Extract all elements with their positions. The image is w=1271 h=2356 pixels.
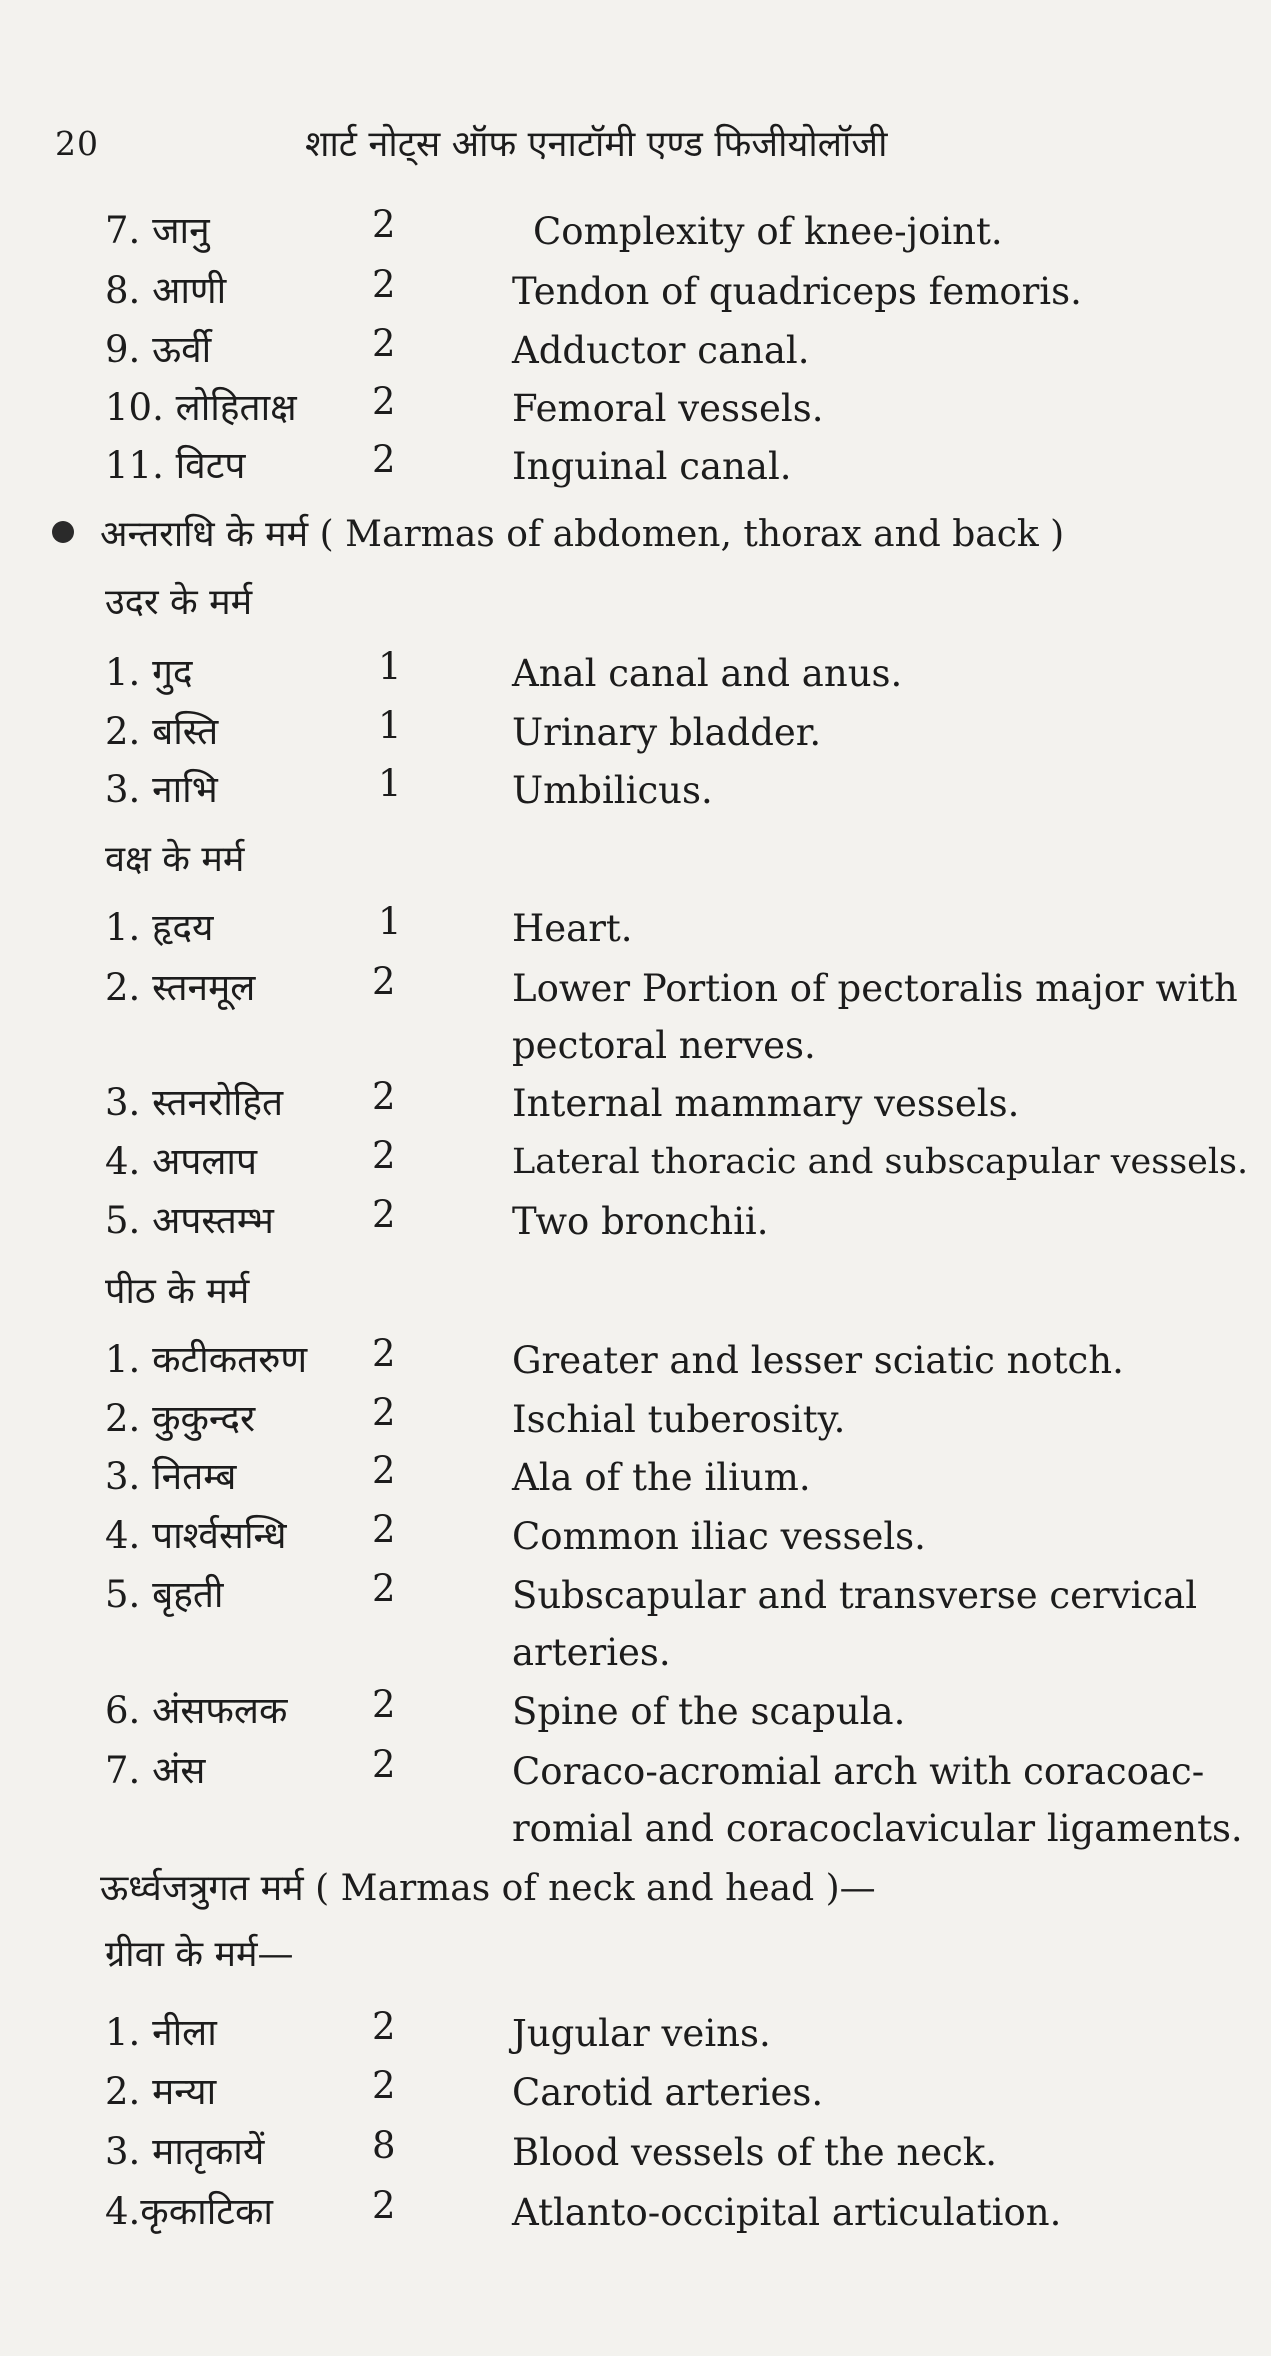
marma-description: Anal canal and anus. bbox=[512, 652, 903, 695]
marma-name: 9. ऊर्वी bbox=[105, 328, 212, 371]
marma-count: 2 bbox=[372, 1075, 396, 1118]
table-row bbox=[0, 1567, 1271, 1687]
table-row bbox=[0, 960, 1271, 1080]
marma-count: 2 bbox=[372, 1449, 396, 1492]
subsection-heading-abdomen: उदर के मर्म bbox=[105, 582, 253, 623]
table-row bbox=[0, 2005, 1271, 2065]
marma-description: Femoral vessels. bbox=[512, 387, 824, 430]
marma-description: Spine of the scapula. bbox=[512, 1690, 906, 1733]
marma-name: 3. स्तनरोहित bbox=[105, 1081, 284, 1124]
marma-description: Tendon of quadriceps femoris. bbox=[512, 270, 1082, 313]
marma-name: 3. नाभि bbox=[105, 768, 218, 811]
table-row bbox=[0, 263, 1271, 323]
marma-description: Ischial tuberosity. bbox=[512, 1398, 846, 1441]
table-row bbox=[0, 762, 1271, 822]
section-heading-head-neck: ऊर्ध्वजत्रुगत मर्म ( Marmas of neck and head )— bbox=[100, 1868, 876, 1909]
marma-description: Common iliac vessels. bbox=[512, 1515, 926, 1558]
marma-count: 2 bbox=[372, 2184, 396, 2227]
marma-name: 8. आणी bbox=[105, 269, 227, 312]
marma-description: Subscapular and transverse cervical bbox=[512, 1574, 1198, 1617]
subsection-heading-back: पीठ के मर्म bbox=[105, 1271, 250, 1312]
running-title: शार्ट नोट्स ऑफ एनाटॉमी एण्ड फिजीयोलॉजी bbox=[305, 124, 888, 165]
marma-count: 2 bbox=[372, 2064, 396, 2107]
marma-count: 2 bbox=[372, 1391, 396, 1434]
table-row bbox=[0, 1683, 1271, 1743]
table-row bbox=[0, 1075, 1271, 1135]
page-header bbox=[0, 118, 1271, 178]
table-row bbox=[0, 1743, 1271, 1863]
marma-description: Two bronchii. bbox=[512, 1200, 769, 1243]
table-row bbox=[0, 322, 1271, 382]
marma-name: 3. नितम्ब bbox=[105, 1455, 237, 1498]
marma-count: 2 bbox=[372, 2005, 396, 2048]
table-row bbox=[0, 1332, 1271, 1392]
subsection-heading-neck: ग्रीवा के मर्म— bbox=[105, 1934, 294, 1975]
marma-name: 2. स्तनमूल bbox=[105, 966, 256, 1009]
marma-name: 7. जानु bbox=[105, 209, 210, 252]
marma-description: Lower Portion of pectoralis major with bbox=[512, 967, 1238, 1010]
marma-description: Adductor canal. bbox=[512, 329, 810, 372]
marma-description: Lateral thoracic and subscapular vessels. bbox=[512, 1142, 1249, 1182]
marma-description: Greater and lesser sciatic notch. bbox=[512, 1339, 1124, 1382]
marma-count: 1 bbox=[378, 645, 402, 688]
subsection-heading-thorax: वक्ष के मर्म bbox=[105, 839, 245, 880]
marma-description: Atlanto-occipital articulation. bbox=[512, 2191, 1062, 2234]
marma-description: Jugular veins. bbox=[512, 2012, 771, 2055]
marma-description-continued: arteries. bbox=[512, 1631, 671, 1674]
marma-description: Coraco-acromial arch with coracoac- bbox=[512, 1750, 1205, 1793]
marma-description: Carotid arteries. bbox=[512, 2071, 824, 2114]
marma-name: 4.कृकाटिका bbox=[105, 2190, 273, 2233]
marma-count: 2 bbox=[372, 1193, 396, 1236]
marma-description-continued: romial and coracoclavicular ligaments. bbox=[512, 1807, 1243, 1850]
table-row bbox=[0, 1134, 1271, 1194]
section-heading-trunk: अन्तराधि के मर्म ( Marmas of abdomen, thorax and back ) bbox=[100, 514, 1065, 555]
marma-count: 1 bbox=[378, 900, 402, 943]
marma-count: 2 bbox=[372, 322, 396, 365]
marma-name: 7. अंस bbox=[105, 1749, 206, 1792]
marma-count: 2 bbox=[372, 203, 396, 246]
page-number: 20 bbox=[55, 124, 99, 163]
marma-description-continued: pectoral nerves. bbox=[512, 1024, 816, 1067]
table-row bbox=[0, 2124, 1271, 2184]
table-row bbox=[0, 380, 1271, 440]
marma-description: Complexity of knee-joint. bbox=[533, 210, 1003, 253]
marma-description: Umbilicus. bbox=[512, 769, 713, 812]
marma-count: 2 bbox=[372, 263, 396, 306]
marma-count: 2 bbox=[372, 1508, 396, 1551]
marma-description: Urinary bladder. bbox=[512, 711, 822, 754]
marma-name: 6. अंसफलक bbox=[105, 1689, 288, 1732]
marma-name: 5. बृहती bbox=[105, 1573, 224, 1616]
table-row bbox=[0, 2184, 1271, 2244]
table-row bbox=[0, 1508, 1271, 1568]
table-row bbox=[0, 900, 1271, 960]
table-row bbox=[0, 704, 1271, 764]
table-row bbox=[0, 203, 1271, 263]
marma-description: Heart. bbox=[512, 907, 633, 950]
table-row bbox=[0, 438, 1271, 498]
marma-count: 8 bbox=[372, 2124, 396, 2167]
marma-count: 2 bbox=[372, 960, 396, 1003]
marma-name: 11. विटप bbox=[105, 444, 246, 487]
marma-description: Ala of the ilium. bbox=[512, 1456, 811, 1499]
marma-name: 4. पार्श्वसन्धि bbox=[105, 1514, 287, 1557]
marma-name: 4. अपलाप bbox=[105, 1140, 258, 1183]
marma-count: 2 bbox=[372, 1134, 396, 1177]
table-row bbox=[0, 645, 1271, 705]
marma-name: 1. गुद bbox=[105, 651, 193, 694]
marma-name: 10. लोहिताक्ष bbox=[105, 386, 297, 429]
marma-name: 1. नीला bbox=[105, 2011, 217, 2054]
marma-count: 2 bbox=[372, 438, 396, 481]
marma-name: 1. हृदय bbox=[105, 906, 214, 949]
marma-count: 2 bbox=[372, 1743, 396, 1786]
marma-name: 2. मन्या bbox=[105, 2070, 217, 2113]
marma-count: 1 bbox=[378, 762, 402, 805]
marma-count: 2 bbox=[372, 1567, 396, 1610]
marma-name: 5. अपस्तम्भ bbox=[105, 1199, 274, 1242]
marma-count: 2 bbox=[372, 1683, 396, 1726]
marma-description: Blood vessels of the neck. bbox=[512, 2131, 997, 2174]
bullet-icon bbox=[52, 521, 74, 543]
table-row bbox=[0, 1449, 1271, 1509]
marma-name: 2. कुकुन्दर bbox=[105, 1397, 256, 1440]
marma-name: 2. बस्ति bbox=[105, 710, 219, 753]
marma-count: 2 bbox=[372, 380, 396, 423]
marma-count: 2 bbox=[372, 1332, 396, 1375]
marma-description: Inguinal canal. bbox=[512, 445, 792, 488]
table-row bbox=[0, 1193, 1271, 1253]
marma-name: 1. कटीकतरुण bbox=[105, 1338, 308, 1381]
marma-name: 3. मातृकायें bbox=[105, 2130, 265, 2173]
marma-description: Internal mammary vessels. bbox=[512, 1082, 1020, 1125]
table-row bbox=[0, 2064, 1271, 2124]
marma-count: 1 bbox=[378, 704, 402, 747]
table-row bbox=[0, 1391, 1271, 1451]
